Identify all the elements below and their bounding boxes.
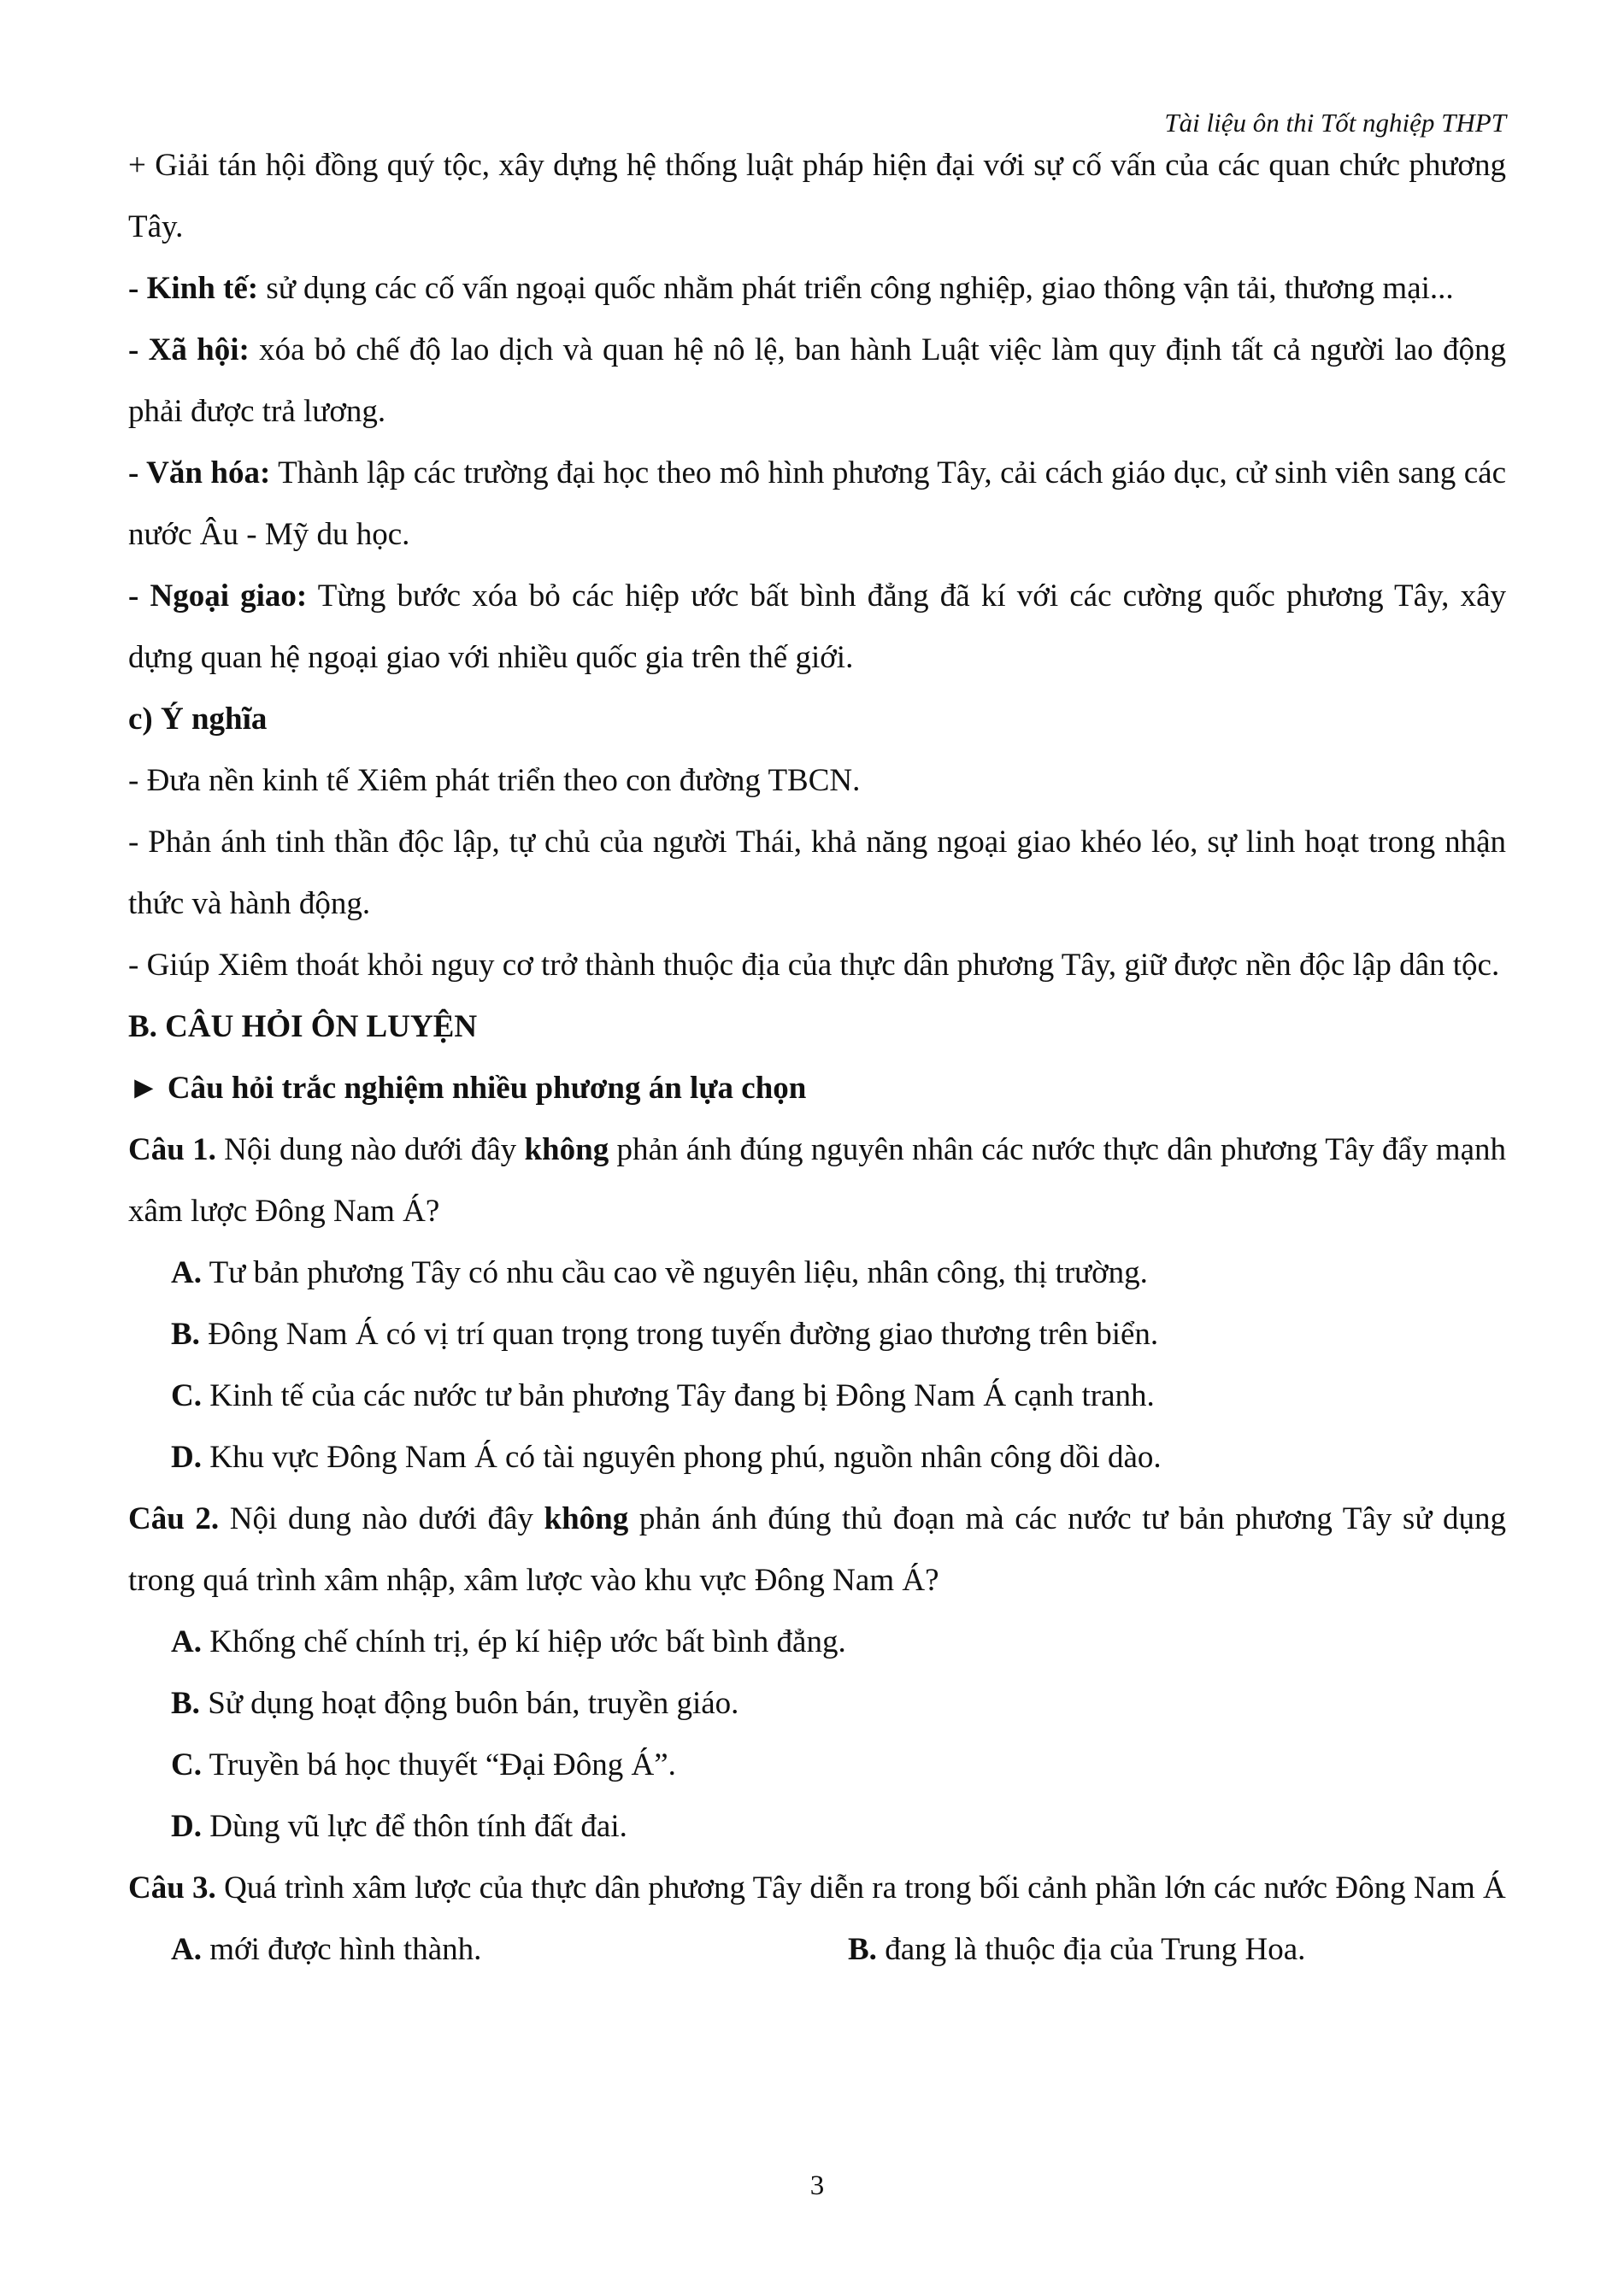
option-letter: C.	[171, 1378, 202, 1413]
paragraph-economy	[128, 258, 1506, 320]
question-3-option-a	[128, 1919, 848, 1981]
question-1-text-b: phản ánh đúng nguyên nhân các nước thực dân phương Tây đẩy mạnh xâm lược Đông Nam Á?	[128, 1132, 1506, 1229]
question-2-label: Câu 2.	[128, 1501, 220, 1536]
question-3-options-row	[128, 1919, 1506, 1981]
significance-item-1: - Đưa nền kinh tế Xiêm phát triển theo con đường TBCN.	[128, 763, 861, 798]
question-2-option-b	[128, 1673, 1506, 1735]
economy-label: - Kinh tế:	[128, 271, 259, 306]
question-1-option-b	[128, 1304, 1506, 1365]
option-text: Khu vực Đông Nam Á có tài nguyên phong phú, nguồn nhân công dồi dào.	[201, 1440, 1162, 1475]
option-text: đang là thuộc địa của Trung Hoa.	[876, 1932, 1306, 1967]
significance-item-2: - Phản ánh tinh thần độc lập, tự chủ của người Thái, khả năng ngoại giao khéo léo, sự linh hoạt trong nhận thức và hành động.	[128, 825, 1506, 921]
option-text: Dùng vũ lực để thôn tính đất đai.	[201, 1809, 627, 1844]
question-3-option-b	[848, 1919, 1506, 1981]
option-text: Kinh tế của các nước tư bản phương Tây đang bị Đông Nam Á cạnh tranh.	[201, 1378, 1155, 1413]
economy-text: sử dụng các cố vấn ngoại quốc nhằm phát triển công nghiệp, giao thông vận tải, thương mại...	[258, 271, 1454, 306]
paragraph-diplomacy	[128, 566, 1506, 689]
option-letter: B.	[848, 1932, 877, 1967]
culture-text: Thành lập các trường đại học theo mô hình phương Tây, cải cách giáo dục, cử sinh viên sang các nước Âu - Mỹ du học.	[128, 455, 1506, 552]
question-3-stem	[128, 1858, 1506, 1919]
question-1-option-c	[128, 1365, 1506, 1427]
option-text: Sử dụng hoạt động buôn bán, truyền giáo.	[199, 1686, 739, 1721]
diplomacy-text: Từng bước xóa bỏ các hiệp ước bất bình đẳng đã kí với các cường quốc phương Tây, xây dựng quan hệ ngoại giao với nhiều quốc gia trên thế giới.	[128, 578, 1506, 675]
option-letter: D.	[171, 1440, 202, 1475]
section-b-subheading: ► Câu hỏi trắc nghiệm nhiều phương án lựa chọn	[128, 1071, 807, 1106]
significance-item-3: - Giúp Xiêm thoát khỏi nguy cơ trở thành thuộc địa của thực dân phương Tây, giữ được nền độc lập dân tộc.	[128, 948, 1500, 983]
significance-heading: c) Ý nghĩa	[128, 702, 268, 737]
culture-label: - Văn hóa:	[128, 455, 271, 490]
society-text: xóa bỏ chế độ lao dịch và quan hệ nô lệ, ban hành Luật việc làm quy định tất cả người lao động phải được trả lương.	[128, 332, 1506, 429]
option-letter: A.	[171, 1932, 202, 1967]
paragraph-society	[128, 320, 1506, 443]
running-header: Tài liệu ôn thi Tốt nghiệp THPT	[1164, 108, 1506, 138]
question-1-label: Câu 1.	[128, 1132, 216, 1167]
question-3-text: Quá trình xâm lược của thực dân phương Tây diễn ra trong bối cảnh phần lớn các nước Đông Nam Á	[215, 1870, 1506, 1906]
society-label: - Xã hội:	[128, 332, 250, 367]
question-1-text-a: Nội dung nào dưới đây	[215, 1132, 525, 1167]
option-letter: A.	[171, 1624, 202, 1659]
option-text: Đông Nam Á có vị trí quan trọng trong tuyến đường giao thương trên biển.	[199, 1317, 1159, 1352]
question-2-option-a	[128, 1612, 1506, 1673]
question-2-text-a: Nội dung nào dưới đây	[219, 1501, 544, 1536]
question-1-stem	[128, 1119, 1506, 1242]
document-body	[128, 135, 1506, 1981]
question-2-emphasis: không	[544, 1501, 629, 1536]
paragraph-culture	[128, 443, 1506, 566]
question-2-option-c	[128, 1735, 1506, 1796]
question-2-option-d	[128, 1796, 1506, 1858]
option-letter: C.	[171, 1747, 202, 1782]
diplomacy-label: - Ngoại giao:	[128, 578, 308, 614]
question-1-emphasis: không	[524, 1132, 609, 1167]
option-letter: A.	[171, 1255, 202, 1290]
question-2-text-b: phản ánh đúng thủ đoạn mà các nước tư bản phương Tây sử dụng trong quá trình xâm nhập, xâm lược vào khu vực Đông Nam Á?	[128, 1501, 1506, 1598]
section-b-heading: B. CÂU HỎI ÔN LUYỆN	[128, 1009, 478, 1044]
question-3-label: Câu 3.	[128, 1870, 216, 1906]
option-text: Tư bản phương Tây có nhu cầu cao về nguyên liệu, nhân công, thị trường.	[201, 1255, 1148, 1290]
paragraph-politics: + Giải tán hội đồng quý tộc, xây dựng hệ thống luật pháp hiện đại với sự cố vấn của các quan chức phương Tây.	[128, 148, 1506, 244]
question-2-stem	[128, 1489, 1506, 1612]
option-letter: D.	[171, 1809, 202, 1844]
option-text: Truyền bá học thuyết “Đại Đông Á”.	[201, 1747, 676, 1782]
page-number: 3	[809, 2170, 825, 2201]
document-page	[128, 0, 1506, 2296]
question-1-option-d	[128, 1427, 1506, 1489]
option-letter: B.	[171, 1686, 200, 1721]
option-letter: B.	[171, 1317, 200, 1352]
option-text: Khống chế chính trị, ép kí hiệp ước bất bình đẳng.	[201, 1624, 846, 1659]
question-1-option-a	[128, 1242, 1506, 1304]
option-text: mới được hình thành.	[201, 1932, 482, 1967]
